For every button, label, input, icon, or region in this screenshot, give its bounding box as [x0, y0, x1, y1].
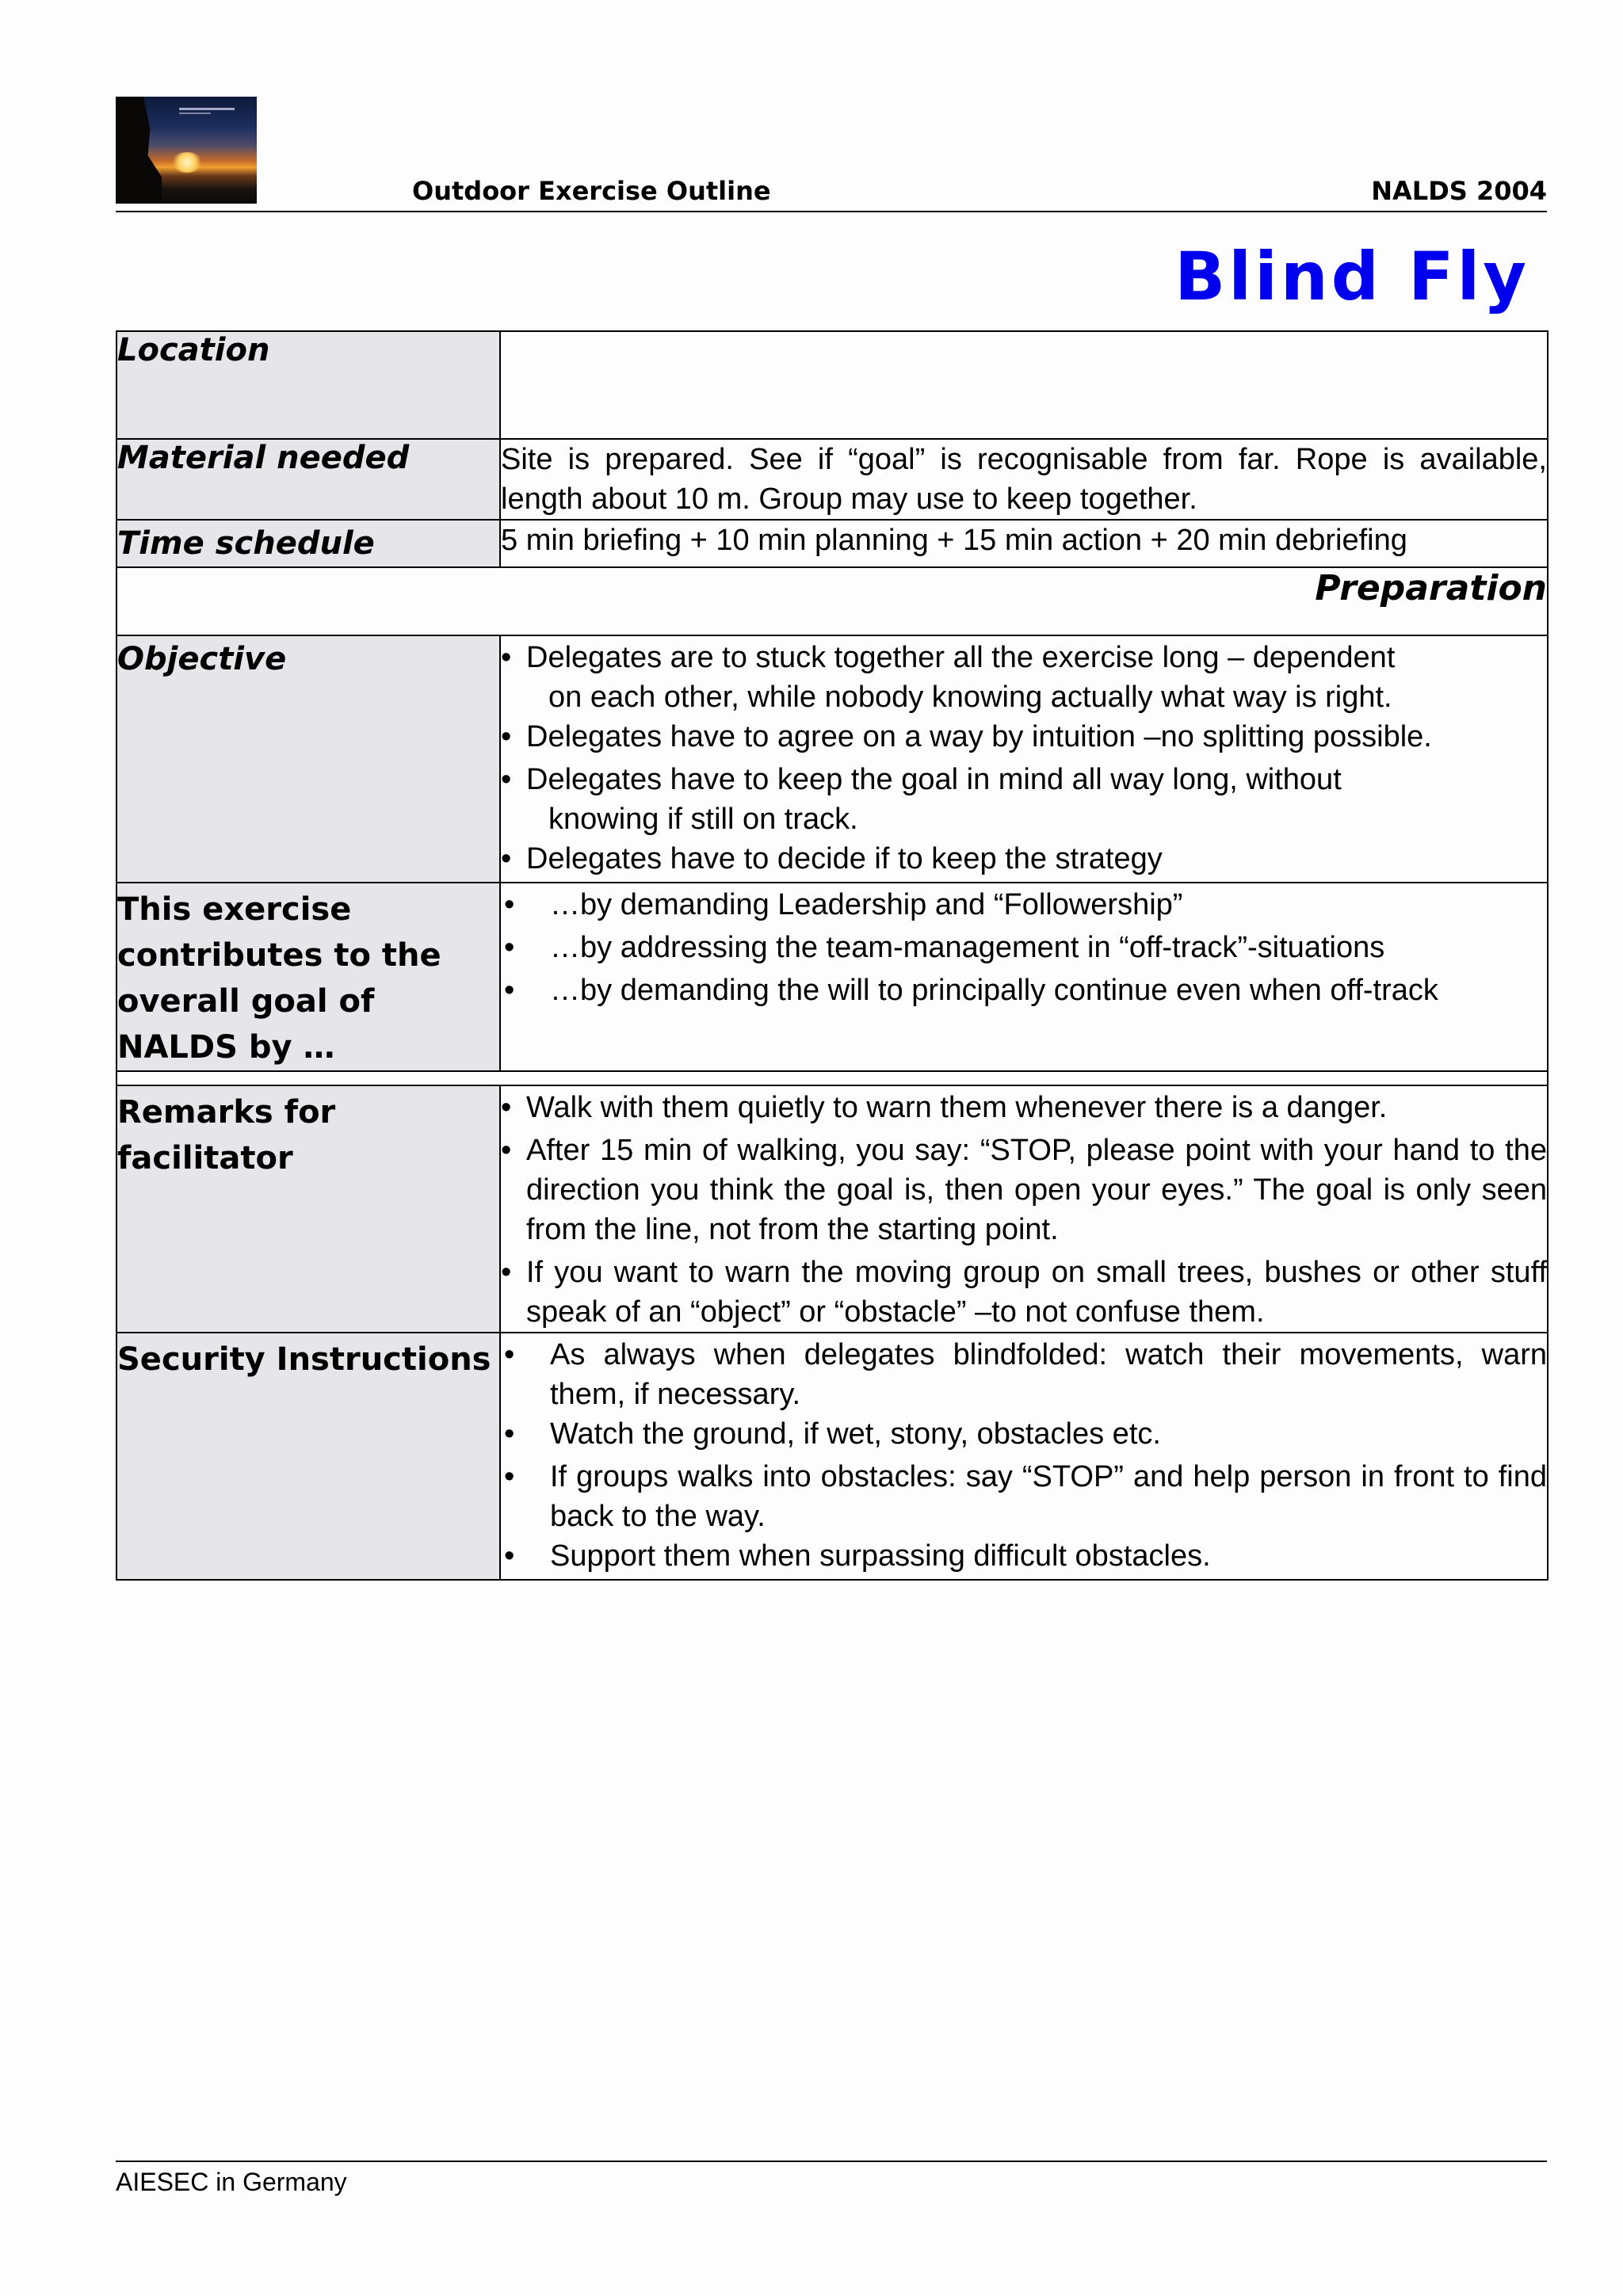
material-label: Material needed: [116, 439, 500, 520]
time-value: 5 min briefing + 10 min planning + 15 min action + 20 min debriefing: [500, 520, 1548, 567]
list-item: • Delegates have to decide if to keep the strategy: [501, 839, 1547, 879]
list-item: • …by addressing the team-management in “off-track”-situations: [501, 928, 1547, 967]
row-spacer: [116, 1071, 1548, 1085]
material-value: Site is prepared. See if “goal” is recognisable from far. Rope is available, length about 10 m. Group may use to keep together.: [500, 439, 1548, 520]
footer-divider: [116, 2161, 1547, 2162]
location-value: [500, 331, 1548, 439]
list-item: • Delegates are to stuck together all the exercise long – dependent on each other, while nobody knowing actually what way is right.: [501, 638, 1547, 717]
row-material: [116, 439, 1548, 520]
footer-text: AIESEC in Germany: [116, 2168, 347, 2196]
objective-list: [501, 638, 1547, 879]
list-item: • Delegates have to agree on a way by intuition –no splitting possible.: [501, 717, 1547, 757]
list-item: • Support them when surpassing difficult obstacles.: [501, 1536, 1547, 1576]
security-value: [500, 1333, 1548, 1580]
contributes-list: [501, 885, 1547, 1010]
header-right: NALDS 2004: [1371, 176, 1547, 206]
row-contributes: [116, 883, 1548, 1071]
header-divider: [116, 211, 1547, 212]
list-item: • Delegates have to keep the goal in mind all way long, without knowing if still on track.: [501, 760, 1547, 839]
header-logo: [116, 97, 257, 204]
exercise-table: [116, 330, 1549, 1581]
list-item: • If you want to warn the moving group on small trees, bushes or other stuff speak of an “object” or “obstacle” –to not confuse them.: [501, 1253, 1547, 1332]
list-item: • As always when delegates blindfolded: watch their movements, warn them, if necessary.: [501, 1335, 1547, 1414]
list-item: • If groups walks into obstacles: say “STOP” and help person in front to find back to the way.: [501, 1457, 1547, 1536]
list-item: • After 15 min of walking, you say: “STOP, please point with your hand to the direction you think the goal is, then open your eyes.” The goal is only seen from the line, not from the starting point.: [501, 1131, 1547, 1249]
list-item: • …by demanding the will to principally continue even when off-track: [501, 971, 1547, 1010]
time-label: Time schedule: [116, 520, 500, 567]
objective-label: Objective: [116, 635, 500, 883]
row-remarks: [116, 1085, 1548, 1333]
list-item: • …by demanding Leadership and “Followership”: [501, 885, 1547, 925]
remarks-value: [500, 1085, 1548, 1333]
row-preparation: [116, 567, 1548, 635]
list-item: • Watch the ground, if wet, stony, obstacles etc.: [501, 1414, 1547, 1454]
row-objective: [116, 635, 1548, 883]
objective-value: [500, 635, 1548, 883]
security-list: [501, 1335, 1547, 1576]
contributes-value: [500, 883, 1548, 1071]
remarks-list: [501, 1088, 1547, 1332]
remarks-label: Remarks for facilitator: [116, 1085, 500, 1333]
page-title: Blind Fly: [1174, 238, 1529, 315]
security-label: Security Instructions: [116, 1333, 500, 1580]
row-location: [116, 331, 1548, 439]
row-time: [116, 520, 1548, 567]
location-label: Location: [116, 331, 500, 439]
list-item: • Walk with them quietly to warn them whenever there is a danger.: [501, 1088, 1547, 1127]
preparation-heading: Preparation: [116, 567, 1548, 635]
header-title: Outdoor Exercise Outline: [412, 176, 771, 206]
contributes-label: This exercise contributes to the overall goal of NALDS by …: [116, 883, 500, 1071]
row-security: [116, 1333, 1548, 1580]
